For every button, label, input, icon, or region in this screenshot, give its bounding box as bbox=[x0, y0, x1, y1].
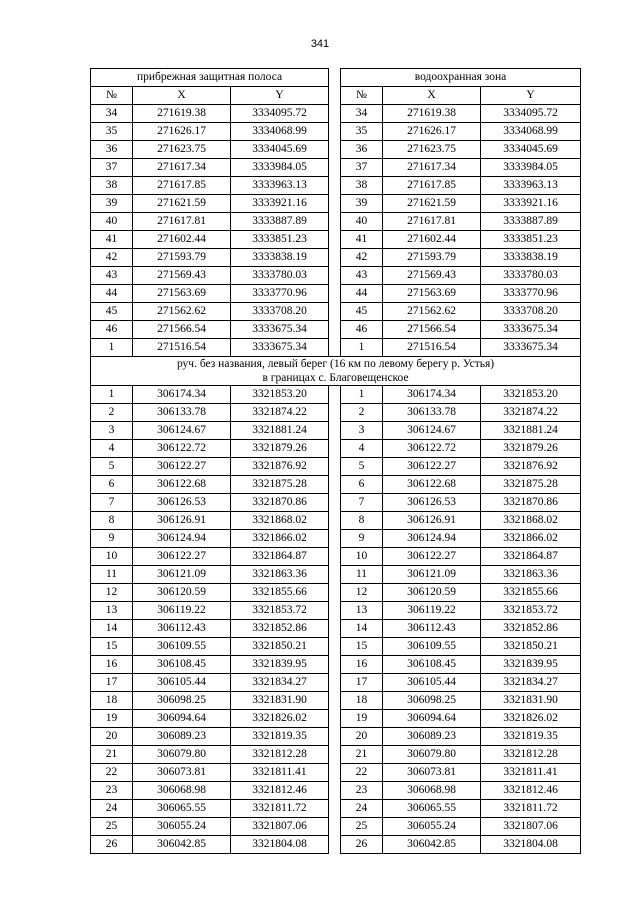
left-y-header: Y bbox=[231, 87, 329, 105]
left-num-cell: 7 bbox=[91, 494, 133, 512]
left-y-cell: 3321855.66 bbox=[231, 584, 329, 602]
right-num-cell: 6 bbox=[341, 476, 383, 494]
right-y-cell: 3321811.41 bbox=[481, 764, 581, 782]
left-y-cell: 3321863.36 bbox=[231, 566, 329, 584]
left-num-cell: 35 bbox=[91, 123, 133, 141]
left-y-cell: 3334045.69 bbox=[231, 141, 329, 159]
left-num-cell: 15 bbox=[91, 638, 133, 656]
left-y-cell: 3321831.90 bbox=[231, 692, 329, 710]
left-num-cell: 34 bbox=[91, 105, 133, 123]
right-x-cell: 306098.25 bbox=[383, 692, 481, 710]
right-x-cell: 271626.17 bbox=[383, 123, 481, 141]
right-y-cell: 3321839.95 bbox=[481, 656, 581, 674]
left-y-cell: 3333921.16 bbox=[231, 195, 329, 213]
right-y-cell: 3321874.22 bbox=[481, 404, 581, 422]
right-x-cell: 306055.24 bbox=[383, 818, 481, 836]
right-y-cell: 3321876.92 bbox=[481, 458, 581, 476]
right-num-cell: 25 bbox=[341, 818, 383, 836]
left-num-cell: 44 bbox=[91, 285, 133, 303]
left-x-cell: 271619.38 bbox=[133, 105, 231, 123]
left-x-cell: 271593.79 bbox=[133, 249, 231, 267]
left-x-cell: 306094.64 bbox=[133, 710, 231, 728]
right-x-cell: 306065.55 bbox=[383, 800, 481, 818]
right-x-cell: 271566.54 bbox=[383, 321, 481, 339]
left-y-cell: 3321868.02 bbox=[231, 512, 329, 530]
left-num-cell: 11 bbox=[91, 566, 133, 584]
right-group-title: водоохранная зона bbox=[341, 69, 581, 87]
left-x-cell: 306120.59 bbox=[133, 584, 231, 602]
left-num-cell: 5 bbox=[91, 458, 133, 476]
right-y-cell: 3334095.72 bbox=[481, 105, 581, 123]
left-y-cell: 3333770.96 bbox=[231, 285, 329, 303]
right-x-header: X bbox=[383, 87, 481, 105]
right-y-cell: 3333851.23 bbox=[481, 231, 581, 249]
right-num-cell: 42 bbox=[341, 249, 383, 267]
right-y-cell: 3321866.02 bbox=[481, 530, 581, 548]
right-x-cell: 306122.68 bbox=[383, 476, 481, 494]
left-y-cell: 3333838.19 bbox=[231, 249, 329, 267]
right-y-cell: 3321879.26 bbox=[481, 440, 581, 458]
right-num-cell: 17 bbox=[341, 674, 383, 692]
left-y-cell: 3333780.03 bbox=[231, 267, 329, 285]
left-num-cell: 18 bbox=[91, 692, 133, 710]
right-y-cell: 3321864.87 bbox=[481, 548, 581, 566]
left-y-cell: 3321853.72 bbox=[231, 602, 329, 620]
left-y-cell: 3321875.28 bbox=[231, 476, 329, 494]
right-x-cell: 306122.27 bbox=[383, 548, 481, 566]
left-x-cell: 306119.22 bbox=[133, 602, 231, 620]
right-x-cell: 306079.80 bbox=[383, 746, 481, 764]
left-x-cell: 306109.55 bbox=[133, 638, 231, 656]
right-num-cell: 35 bbox=[341, 123, 383, 141]
right-num-cell: 23 bbox=[341, 782, 383, 800]
right-num-cell: 1 bbox=[341, 386, 383, 404]
left-y-cell: 3321811.41 bbox=[231, 764, 329, 782]
left-x-cell: 306073.81 bbox=[133, 764, 231, 782]
left-x-cell: 271569.43 bbox=[133, 267, 231, 285]
page-number: 341 bbox=[310, 38, 330, 50]
section-subtitle: в границах с. Благовещенское bbox=[91, 371, 581, 386]
right-x-cell: 306042.85 bbox=[383, 836, 481, 854]
left-num-cell: 1 bbox=[91, 386, 133, 404]
left-x-cell: 306105.44 bbox=[133, 674, 231, 692]
section-title-row bbox=[91, 371, 581, 386]
left-y-cell: 3321804.08 bbox=[231, 836, 329, 854]
left-num-cell: 10 bbox=[91, 548, 133, 566]
coordinates-table bbox=[90, 68, 581, 854]
right-x-cell: 306124.67 bbox=[383, 422, 481, 440]
right-x-cell: 306094.64 bbox=[383, 710, 481, 728]
right-num-cell: 16 bbox=[341, 656, 383, 674]
right-num-cell: 11 bbox=[341, 566, 383, 584]
right-num-cell: 14 bbox=[341, 620, 383, 638]
left-y-cell: 3321812.46 bbox=[231, 782, 329, 800]
left-num-cell: 38 bbox=[91, 177, 133, 195]
right-num-cell: 8 bbox=[341, 512, 383, 530]
left-num-cell: 41 bbox=[91, 231, 133, 249]
left-x-cell: 271617.34 bbox=[133, 159, 231, 177]
left-x-cell: 271563.69 bbox=[133, 285, 231, 303]
right-x-cell: 271617.81 bbox=[383, 213, 481, 231]
left-x-cell: 271602.44 bbox=[133, 231, 231, 249]
right-y-cell: 3333887.89 bbox=[481, 213, 581, 231]
right-x-cell: 271569.43 bbox=[383, 267, 481, 285]
left-y-cell: 3321834.27 bbox=[231, 674, 329, 692]
right-x-cell: 271623.75 bbox=[383, 141, 481, 159]
right-num-cell: 38 bbox=[341, 177, 383, 195]
right-x-cell: 306108.45 bbox=[383, 656, 481, 674]
left-x-cell: 271617.85 bbox=[133, 177, 231, 195]
left-num-cell: 16 bbox=[91, 656, 133, 674]
right-y-cell: 3321807.06 bbox=[481, 818, 581, 836]
left-x-cell: 306174.34 bbox=[133, 386, 231, 404]
right-y-cell: 3321834.27 bbox=[481, 674, 581, 692]
right-y-cell: 3321811.72 bbox=[481, 800, 581, 818]
left-num-cell: 12 bbox=[91, 584, 133, 602]
right-x-cell: 271619.38 bbox=[383, 105, 481, 123]
right-y-cell: 3333675.34 bbox=[481, 321, 581, 339]
right-x-cell: 271593.79 bbox=[383, 249, 481, 267]
right-num-cell: 37 bbox=[341, 159, 383, 177]
right-x-cell: 306121.09 bbox=[383, 566, 481, 584]
left-x-header: X bbox=[133, 87, 231, 105]
right-x-cell: 306120.59 bbox=[383, 584, 481, 602]
right-y-cell: 3321870.86 bbox=[481, 494, 581, 512]
right-num-cell: 22 bbox=[341, 764, 383, 782]
right-num-cell: 36 bbox=[341, 141, 383, 159]
right-x-cell: 306119.22 bbox=[383, 602, 481, 620]
table-row bbox=[91, 386, 581, 404]
left-num-cell: 45 bbox=[91, 303, 133, 321]
left-num-cell: 8 bbox=[91, 512, 133, 530]
left-y-cell: 3333984.05 bbox=[231, 159, 329, 177]
left-num-cell: 13 bbox=[91, 602, 133, 620]
right-y-cell: 3333921.16 bbox=[481, 195, 581, 213]
right-y-cell: 3321853.72 bbox=[481, 602, 581, 620]
right-x-cell: 306126.91 bbox=[383, 512, 481, 530]
right-num-cell: 7 bbox=[341, 494, 383, 512]
left-x-cell: 306133.78 bbox=[133, 404, 231, 422]
left-y-cell: 3333851.23 bbox=[231, 231, 329, 249]
left-num-cell: 17 bbox=[91, 674, 133, 692]
right-x-cell: 306073.81 bbox=[383, 764, 481, 782]
left-y-cell: 3321839.95 bbox=[231, 656, 329, 674]
right-num-cell: 18 bbox=[341, 692, 383, 710]
left-num-cell: 1 bbox=[91, 339, 133, 357]
right-num-cell: 3 bbox=[341, 422, 383, 440]
right-num-cell: 44 bbox=[341, 285, 383, 303]
right-num-cell: 45 bbox=[341, 303, 383, 321]
left-x-cell: 306122.27 bbox=[133, 458, 231, 476]
left-x-cell: 306068.98 bbox=[133, 782, 231, 800]
right-y-cell: 3333984.05 bbox=[481, 159, 581, 177]
left-y-cell: 3333675.34 bbox=[231, 321, 329, 339]
left-x-cell: 306126.53 bbox=[133, 494, 231, 512]
right-y-cell: 3333708.20 bbox=[481, 303, 581, 321]
left-x-cell: 306079.80 bbox=[133, 746, 231, 764]
right-num-cell: 12 bbox=[341, 584, 383, 602]
right-x-cell: 306124.94 bbox=[383, 530, 481, 548]
right-num-cell: 4 bbox=[341, 440, 383, 458]
right-y-cell: 3321826.02 bbox=[481, 710, 581, 728]
column-gap bbox=[329, 69, 341, 357]
right-y-cell: 3321804.08 bbox=[481, 836, 581, 854]
right-x-cell: 306112.43 bbox=[383, 620, 481, 638]
column-gap bbox=[329, 386, 341, 854]
right-num-cell: 24 bbox=[341, 800, 383, 818]
right-num-cell: 41 bbox=[341, 231, 383, 249]
right-x-cell: 306174.34 bbox=[383, 386, 481, 404]
right-num-cell: 46 bbox=[341, 321, 383, 339]
left-x-cell: 271626.17 bbox=[133, 123, 231, 141]
left-y-cell: 3321876.92 bbox=[231, 458, 329, 476]
left-num-cell: 6 bbox=[91, 476, 133, 494]
left-y-cell: 3334095.72 bbox=[231, 105, 329, 123]
right-y-cell: 3333675.34 bbox=[481, 339, 581, 357]
left-num-cell: 4 bbox=[91, 440, 133, 458]
right-x-cell: 306105.44 bbox=[383, 674, 481, 692]
left-x-cell: 306124.67 bbox=[133, 422, 231, 440]
left-num-cell: 14 bbox=[91, 620, 133, 638]
right-y-cell: 3333770.96 bbox=[481, 285, 581, 303]
left-y-cell: 3321807.06 bbox=[231, 818, 329, 836]
right-y-header: Y bbox=[481, 87, 581, 105]
right-x-cell: 306122.27 bbox=[383, 458, 481, 476]
right-x-cell: 271621.59 bbox=[383, 195, 481, 213]
left-num-cell: 23 bbox=[91, 782, 133, 800]
right-y-cell: 3321881.24 bbox=[481, 422, 581, 440]
right-num-cell: 10 bbox=[341, 548, 383, 566]
right-x-cell: 271602.44 bbox=[383, 231, 481, 249]
group-header-row bbox=[91, 69, 581, 87]
left-num-cell: 42 bbox=[91, 249, 133, 267]
left-y-cell: 3321852.86 bbox=[231, 620, 329, 638]
left-x-cell: 306122.72 bbox=[133, 440, 231, 458]
right-num-cell: 20 bbox=[341, 728, 383, 746]
right-num-cell: 34 bbox=[341, 105, 383, 123]
left-x-cell: 306042.85 bbox=[133, 836, 231, 854]
left-x-cell: 306121.09 bbox=[133, 566, 231, 584]
right-num-cell: 26 bbox=[341, 836, 383, 854]
right-y-cell: 3321831.90 bbox=[481, 692, 581, 710]
left-y-cell: 3333675.34 bbox=[231, 339, 329, 357]
right-y-cell: 3333838.19 bbox=[481, 249, 581, 267]
right-x-cell: 306089.23 bbox=[383, 728, 481, 746]
right-x-cell: 271562.62 bbox=[383, 303, 481, 321]
left-x-cell: 306098.25 bbox=[133, 692, 231, 710]
section-title: руч. без названия, левый берег (16 км по левому берегу р. Устья) bbox=[91, 357, 581, 372]
right-x-cell: 271563.69 bbox=[383, 285, 481, 303]
left-num-cell: 46 bbox=[91, 321, 133, 339]
left-num-cell: 20 bbox=[91, 728, 133, 746]
left-num-cell: 43 bbox=[91, 267, 133, 285]
left-y-cell: 3333708.20 bbox=[231, 303, 329, 321]
left-x-cell: 271566.54 bbox=[133, 321, 231, 339]
left-num-cell: 26 bbox=[91, 836, 133, 854]
right-y-cell: 3321812.28 bbox=[481, 746, 581, 764]
left-y-cell: 3321812.28 bbox=[231, 746, 329, 764]
left-y-cell: 3321870.86 bbox=[231, 494, 329, 512]
left-y-cell: 3321819.35 bbox=[231, 728, 329, 746]
left-num-cell: 9 bbox=[91, 530, 133, 548]
right-x-cell: 306133.78 bbox=[383, 404, 481, 422]
right-x-cell: 271516.54 bbox=[383, 339, 481, 357]
right-x-cell: 271617.85 bbox=[383, 177, 481, 195]
left-y-cell: 3321850.21 bbox=[231, 638, 329, 656]
left-num-cell: 22 bbox=[91, 764, 133, 782]
right-y-cell: 3321853.20 bbox=[481, 386, 581, 404]
right-y-cell: 3321850.21 bbox=[481, 638, 581, 656]
left-y-cell: 3333887.89 bbox=[231, 213, 329, 231]
left-y-cell: 3334068.99 bbox=[231, 123, 329, 141]
left-num-cell: 39 bbox=[91, 195, 133, 213]
left-num-cell: 24 bbox=[91, 800, 133, 818]
right-num-cell: 1 bbox=[341, 339, 383, 357]
right-x-cell: 271617.34 bbox=[383, 159, 481, 177]
right-num-cell: 5 bbox=[341, 458, 383, 476]
right-y-cell: 3321812.46 bbox=[481, 782, 581, 800]
left-num-cell: 40 bbox=[91, 213, 133, 231]
left-y-cell: 3321811.72 bbox=[231, 800, 329, 818]
left-x-cell: 306124.94 bbox=[133, 530, 231, 548]
right-num-cell: 40 bbox=[341, 213, 383, 231]
left-x-cell: 306055.24 bbox=[133, 818, 231, 836]
left-x-cell: 306089.23 bbox=[133, 728, 231, 746]
right-num-cell: 19 bbox=[341, 710, 383, 728]
left-num-cell: 37 bbox=[91, 159, 133, 177]
left-x-cell: 306122.27 bbox=[133, 548, 231, 566]
left-x-cell: 271617.81 bbox=[133, 213, 231, 231]
left-x-cell: 306126.91 bbox=[133, 512, 231, 530]
right-num-header: № bbox=[341, 87, 383, 105]
left-y-cell: 3333963.13 bbox=[231, 177, 329, 195]
right-num-cell: 39 bbox=[341, 195, 383, 213]
right-y-cell: 3321819.35 bbox=[481, 728, 581, 746]
left-y-cell: 3321826.02 bbox=[231, 710, 329, 728]
left-x-cell: 271516.54 bbox=[133, 339, 231, 357]
left-y-cell: 3321853.20 bbox=[231, 386, 329, 404]
left-x-cell: 306122.68 bbox=[133, 476, 231, 494]
left-y-cell: 3321879.26 bbox=[231, 440, 329, 458]
left-x-cell: 271621.59 bbox=[133, 195, 231, 213]
left-num-cell: 19 bbox=[91, 710, 133, 728]
left-num-cell: 36 bbox=[91, 141, 133, 159]
right-y-cell: 3334045.69 bbox=[481, 141, 581, 159]
right-num-cell: 9 bbox=[341, 530, 383, 548]
right-num-cell: 43 bbox=[341, 267, 383, 285]
right-y-cell: 3334068.99 bbox=[481, 123, 581, 141]
left-x-cell: 271623.75 bbox=[133, 141, 231, 159]
right-y-cell: 3321852.86 bbox=[481, 620, 581, 638]
right-num-cell: 13 bbox=[341, 602, 383, 620]
right-y-cell: 3321855.66 bbox=[481, 584, 581, 602]
section-title-row bbox=[91, 357, 581, 372]
right-x-cell: 306126.53 bbox=[383, 494, 481, 512]
left-y-cell: 3321881.24 bbox=[231, 422, 329, 440]
right-y-cell: 3321875.28 bbox=[481, 476, 581, 494]
left-num-cell: 25 bbox=[91, 818, 133, 836]
left-y-cell: 3321864.87 bbox=[231, 548, 329, 566]
left-num-cell: 3 bbox=[91, 422, 133, 440]
right-x-cell: 306109.55 bbox=[383, 638, 481, 656]
right-y-cell: 3333780.03 bbox=[481, 267, 581, 285]
left-num-cell: 21 bbox=[91, 746, 133, 764]
left-num-header: № bbox=[91, 87, 133, 105]
right-num-cell: 21 bbox=[341, 746, 383, 764]
left-group-title: прибрежная защитная полоса bbox=[91, 69, 329, 87]
left-num-cell: 2 bbox=[91, 404, 133, 422]
right-num-cell: 15 bbox=[341, 638, 383, 656]
left-y-cell: 3321866.02 bbox=[231, 530, 329, 548]
left-x-cell: 306108.45 bbox=[133, 656, 231, 674]
right-y-cell: 3333963.13 bbox=[481, 177, 581, 195]
right-y-cell: 3321863.36 bbox=[481, 566, 581, 584]
left-y-cell: 3321874.22 bbox=[231, 404, 329, 422]
coordinates-table-body bbox=[91, 69, 581, 854]
right-x-cell: 306122.72 bbox=[383, 440, 481, 458]
right-x-cell: 306068.98 bbox=[383, 782, 481, 800]
left-x-cell: 306065.55 bbox=[133, 800, 231, 818]
right-y-cell: 3321868.02 bbox=[481, 512, 581, 530]
left-x-cell: 271562.62 bbox=[133, 303, 231, 321]
right-num-cell: 2 bbox=[341, 404, 383, 422]
left-x-cell: 306112.43 bbox=[133, 620, 231, 638]
